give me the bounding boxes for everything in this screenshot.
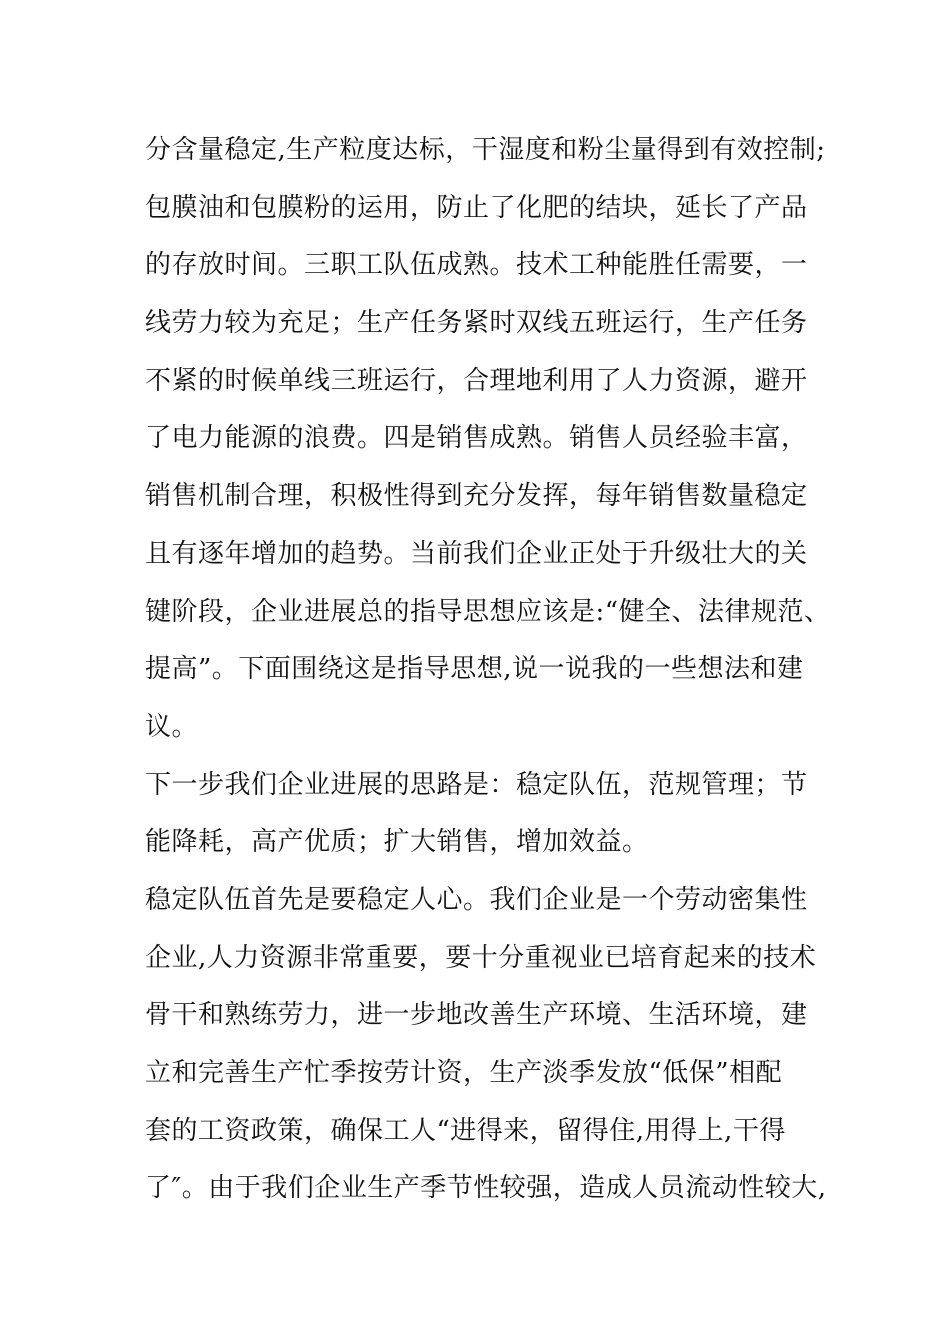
text-line: 了″。由于我们企业生产季节性较强，造成人员流动性较大, — [145, 1173, 827, 1204]
text-line: 立和完善生产忙季按劳计资，生产淡季发放“低保”相配 — [145, 1058, 783, 1088]
text-line: 键阶段，企业进展总的指导思想应该是:“健全、法律规范、 — [145, 596, 831, 627]
text-line: 销售机制合理，积极性得到充分发挥，每年销售数量稳定 — [145, 481, 808, 512]
text-line: 套的工资政策，确保工人“进得来，留得住,用得上,干得 — [145, 1115, 786, 1146]
text-line: 议。 — [145, 711, 199, 742]
text-line: 且有逐年增加的趋势。当前我们企业正处于升级壮大的关 — [145, 538, 808, 569]
text-line: 了电力能源的浪费。四是销售成熟。销售人员经验丰富， — [145, 423, 808, 454]
text-line: 的存放时间。三职工队伍成熟。技术工种能胜任需要，一 — [145, 250, 808, 281]
text-line: 下一步我们企业进展的思路是：稳定队伍，范规管理；节 — [145, 769, 808, 800]
text-line: 能降耗，高产优质；扩大销售，增加效益。 — [145, 827, 649, 858]
text-line: 不紧的时候单线三班运行，合理地利用了人力资源，避开 — [145, 365, 808, 396]
text-line: 稳定队伍首先是要稳定人心。我们企业是一个劳动密集性 — [145, 884, 808, 915]
text-line: 企业,人力资源非常重要，要十分重视业已培育起来的技术 — [145, 942, 817, 973]
text-line: 线劳力较为充足；生产任务紧时双线五班运行，生产任务 — [145, 308, 808, 339]
text-line: 包膜油和包膜粉的运用，防止了化肥的结块，延长了产品 — [145, 192, 808, 223]
text-line: 分含量稳定,生产粒度达标，干湿度和粉尘量得到有效控制; — [145, 135, 826, 165]
text-line: 提高”。下面围绕这是指导思想,说一说我的一些想法和建 — [145, 654, 804, 685]
body-text — [145, 128, 831, 1224]
text-line: 骨干和熟练劳力，进一步地改善生产环境、生活环境，建 — [145, 1000, 808, 1031]
